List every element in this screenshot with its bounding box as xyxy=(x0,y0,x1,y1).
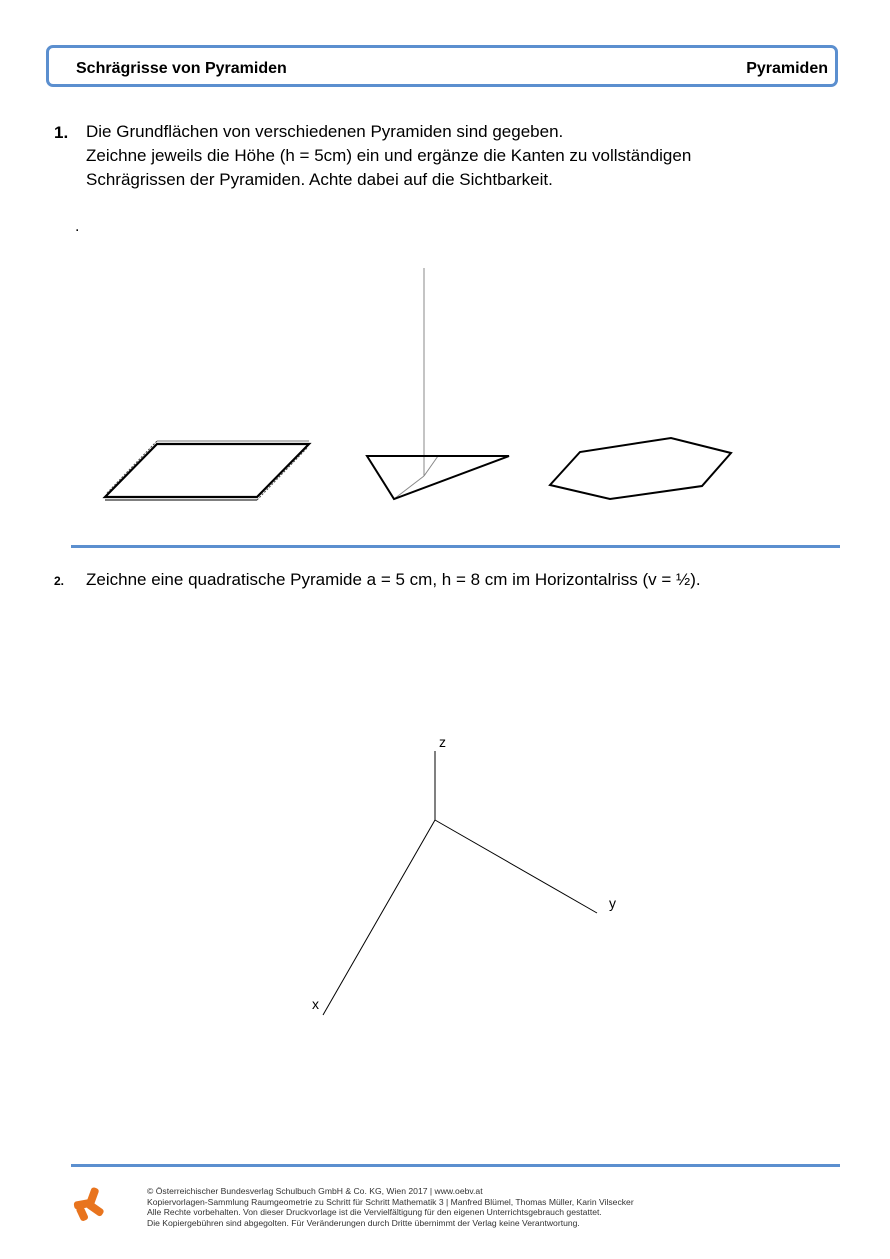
footer-line: Kopiervorlagen-Sammlung Raumgeometrie zu Schritt für Schritt Mathematik 3 | Manfred Blümel, Thomas Müller, Karin Vilsecker xyxy=(147,1196,634,1207)
triangle-base xyxy=(367,268,509,499)
task-1-line: Die Grundflächen von verschiedenen Pyramiden sind gegeben. xyxy=(86,122,564,141)
axis-label-x: x xyxy=(312,996,319,1012)
footer-line: Alle Rechte vorbehalten. Von dieser Druckvorlage ist die Vervielfältigung für den eigenen Unterrichtsgebrauch gestattet. xyxy=(147,1207,602,1217)
task-1-line: Zeichne jeweils die Höhe (h = 5cm) ein und ergänze die Kanten zu vollständigen xyxy=(86,146,692,165)
axis-cross xyxy=(323,751,597,1015)
task-2-number: 2. xyxy=(54,574,65,588)
footer-line: Die Kopiergebühren sind abgegolten. Für Veränderungen durch Dritte übernimmt der Verlag keine Verantwortung. xyxy=(147,1217,580,1228)
hexagon-base xyxy=(550,438,731,499)
footer-divider xyxy=(71,1164,840,1167)
footer-line: © Österreichischer Bundesverlag Schulbuch GmbH & Co. KG, Wien 2017 | www.oebv.at xyxy=(147,1186,483,1196)
task-1-number: 1. xyxy=(54,123,69,142)
section-divider xyxy=(71,545,840,548)
section-title: Pyramiden xyxy=(746,60,828,77)
worksheet-title: Schrägrisse von Pyramiden xyxy=(76,60,287,77)
axis-label-z: z xyxy=(439,734,446,750)
stray-mark: . xyxy=(75,218,80,235)
publisher-logo-icon xyxy=(72,1186,108,1222)
task-1-line: Schrägrissen der Pyramiden. Achte dabei auf die Sichtbarkeit. xyxy=(86,170,553,189)
parallelogram-base xyxy=(105,441,309,500)
axis-label-y: y xyxy=(609,895,616,911)
footer-copyright xyxy=(147,1186,634,1228)
task-2-text: Zeichne eine quadratische Pyramide a = 5 cm, h = 8 cm im Horizontalriss (v = ½). xyxy=(86,570,701,589)
